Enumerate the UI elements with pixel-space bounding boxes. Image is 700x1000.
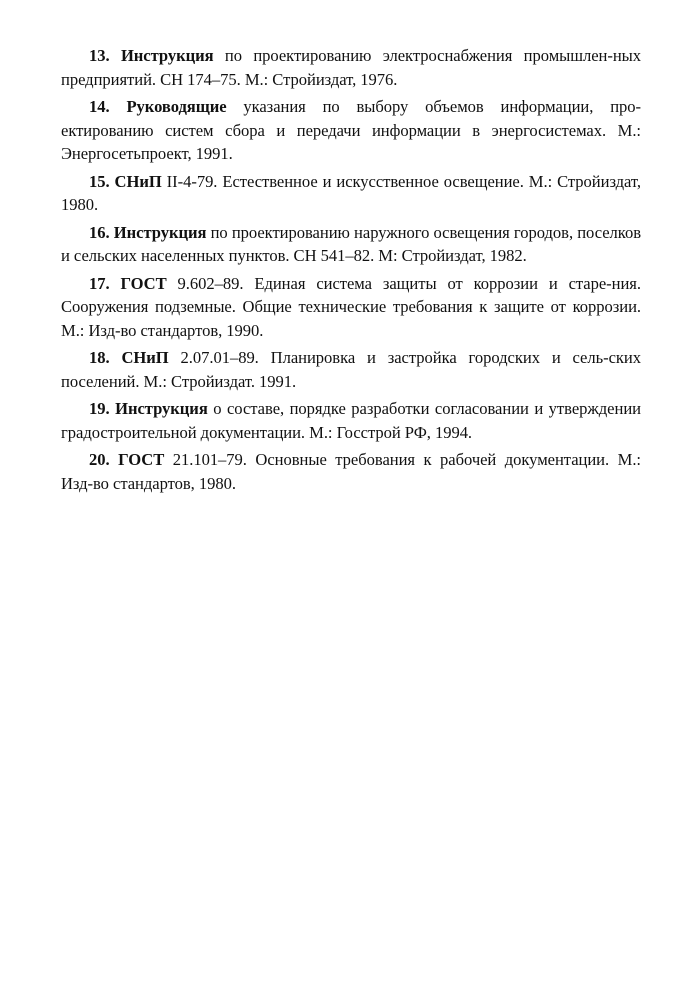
reference-key: Инструкция <box>120 46 214 65</box>
reference-item-13 <box>61 44 641 91</box>
reference-item-16 <box>61 221 641 268</box>
reference-number: 14. <box>89 97 110 116</box>
reference-text: по проектированию электроснабжения промышлен-ных предприятий. СН 174–75. М.: Стройиздат, 1976. <box>61 46 641 89</box>
reference-number: 16. <box>89 222 110 242</box>
reference-text: II-4-79. Естественное и искусственное освещение. М.: Стройиздат, 1980. <box>61 171 641 214</box>
reference-key: СНиП <box>121 348 169 367</box>
reference-item-14 <box>61 95 641 166</box>
reference-list <box>61 44 641 495</box>
reference-text: о составе, порядке разработки согласовании и утверждении градостроительной документации. М.: Госстрой РФ, 1994. <box>61 399 641 442</box>
reference-number: 18. <box>89 348 110 367</box>
document-page <box>61 44 641 499</box>
reference-key: Руководящие <box>126 97 227 116</box>
reference-text: 21.101–79. Основные требования к рабочей документации. М.: Изд-во стандартов, 1980. <box>61 450 641 493</box>
reference-text: по проектированию наружного освещения городов, поселков и сельских населенных пунктов. СН 541–82. М: Стройиздат, 1982. <box>61 222 641 265</box>
reference-item-15 <box>61 170 641 217</box>
reference-key: СНиП <box>114 171 162 191</box>
reference-key: ГОСТ <box>118 450 165 469</box>
reference-text: указания по выбору объемов информации, про-ектированию систем сбора и передачи информации в энергосистемах. М.: Энергосетьпроект, 1991. <box>61 97 641 163</box>
reference-number: 19. <box>89 399 110 418</box>
reference-key: Инструкция <box>113 222 207 242</box>
reference-key: Инструкция <box>115 399 208 418</box>
reference-item-20 <box>61 448 641 495</box>
reference-item-17 <box>61 272 641 343</box>
reference-key: ГОСТ <box>120 273 167 293</box>
reference-text: 2.07.01–89. Планировка и застройка городских и сель-ских поселений. М.: Стройиздат. 1991. <box>61 348 641 391</box>
reference-text: 9.602–89. Единая система защиты от коррозии и старе-ния. Сооружения подземные. Общие технические требования к защите от коррозии. М.: Изд-во стандартов, 1990. <box>61 273 641 340</box>
reference-number: 13. <box>89 46 110 65</box>
reference-number: 15. <box>89 171 110 191</box>
reference-item-18 <box>61 346 641 393</box>
reference-number: 17. <box>89 273 110 293</box>
reference-number: 20. <box>89 450 110 469</box>
reference-item-19 <box>61 397 641 444</box>
